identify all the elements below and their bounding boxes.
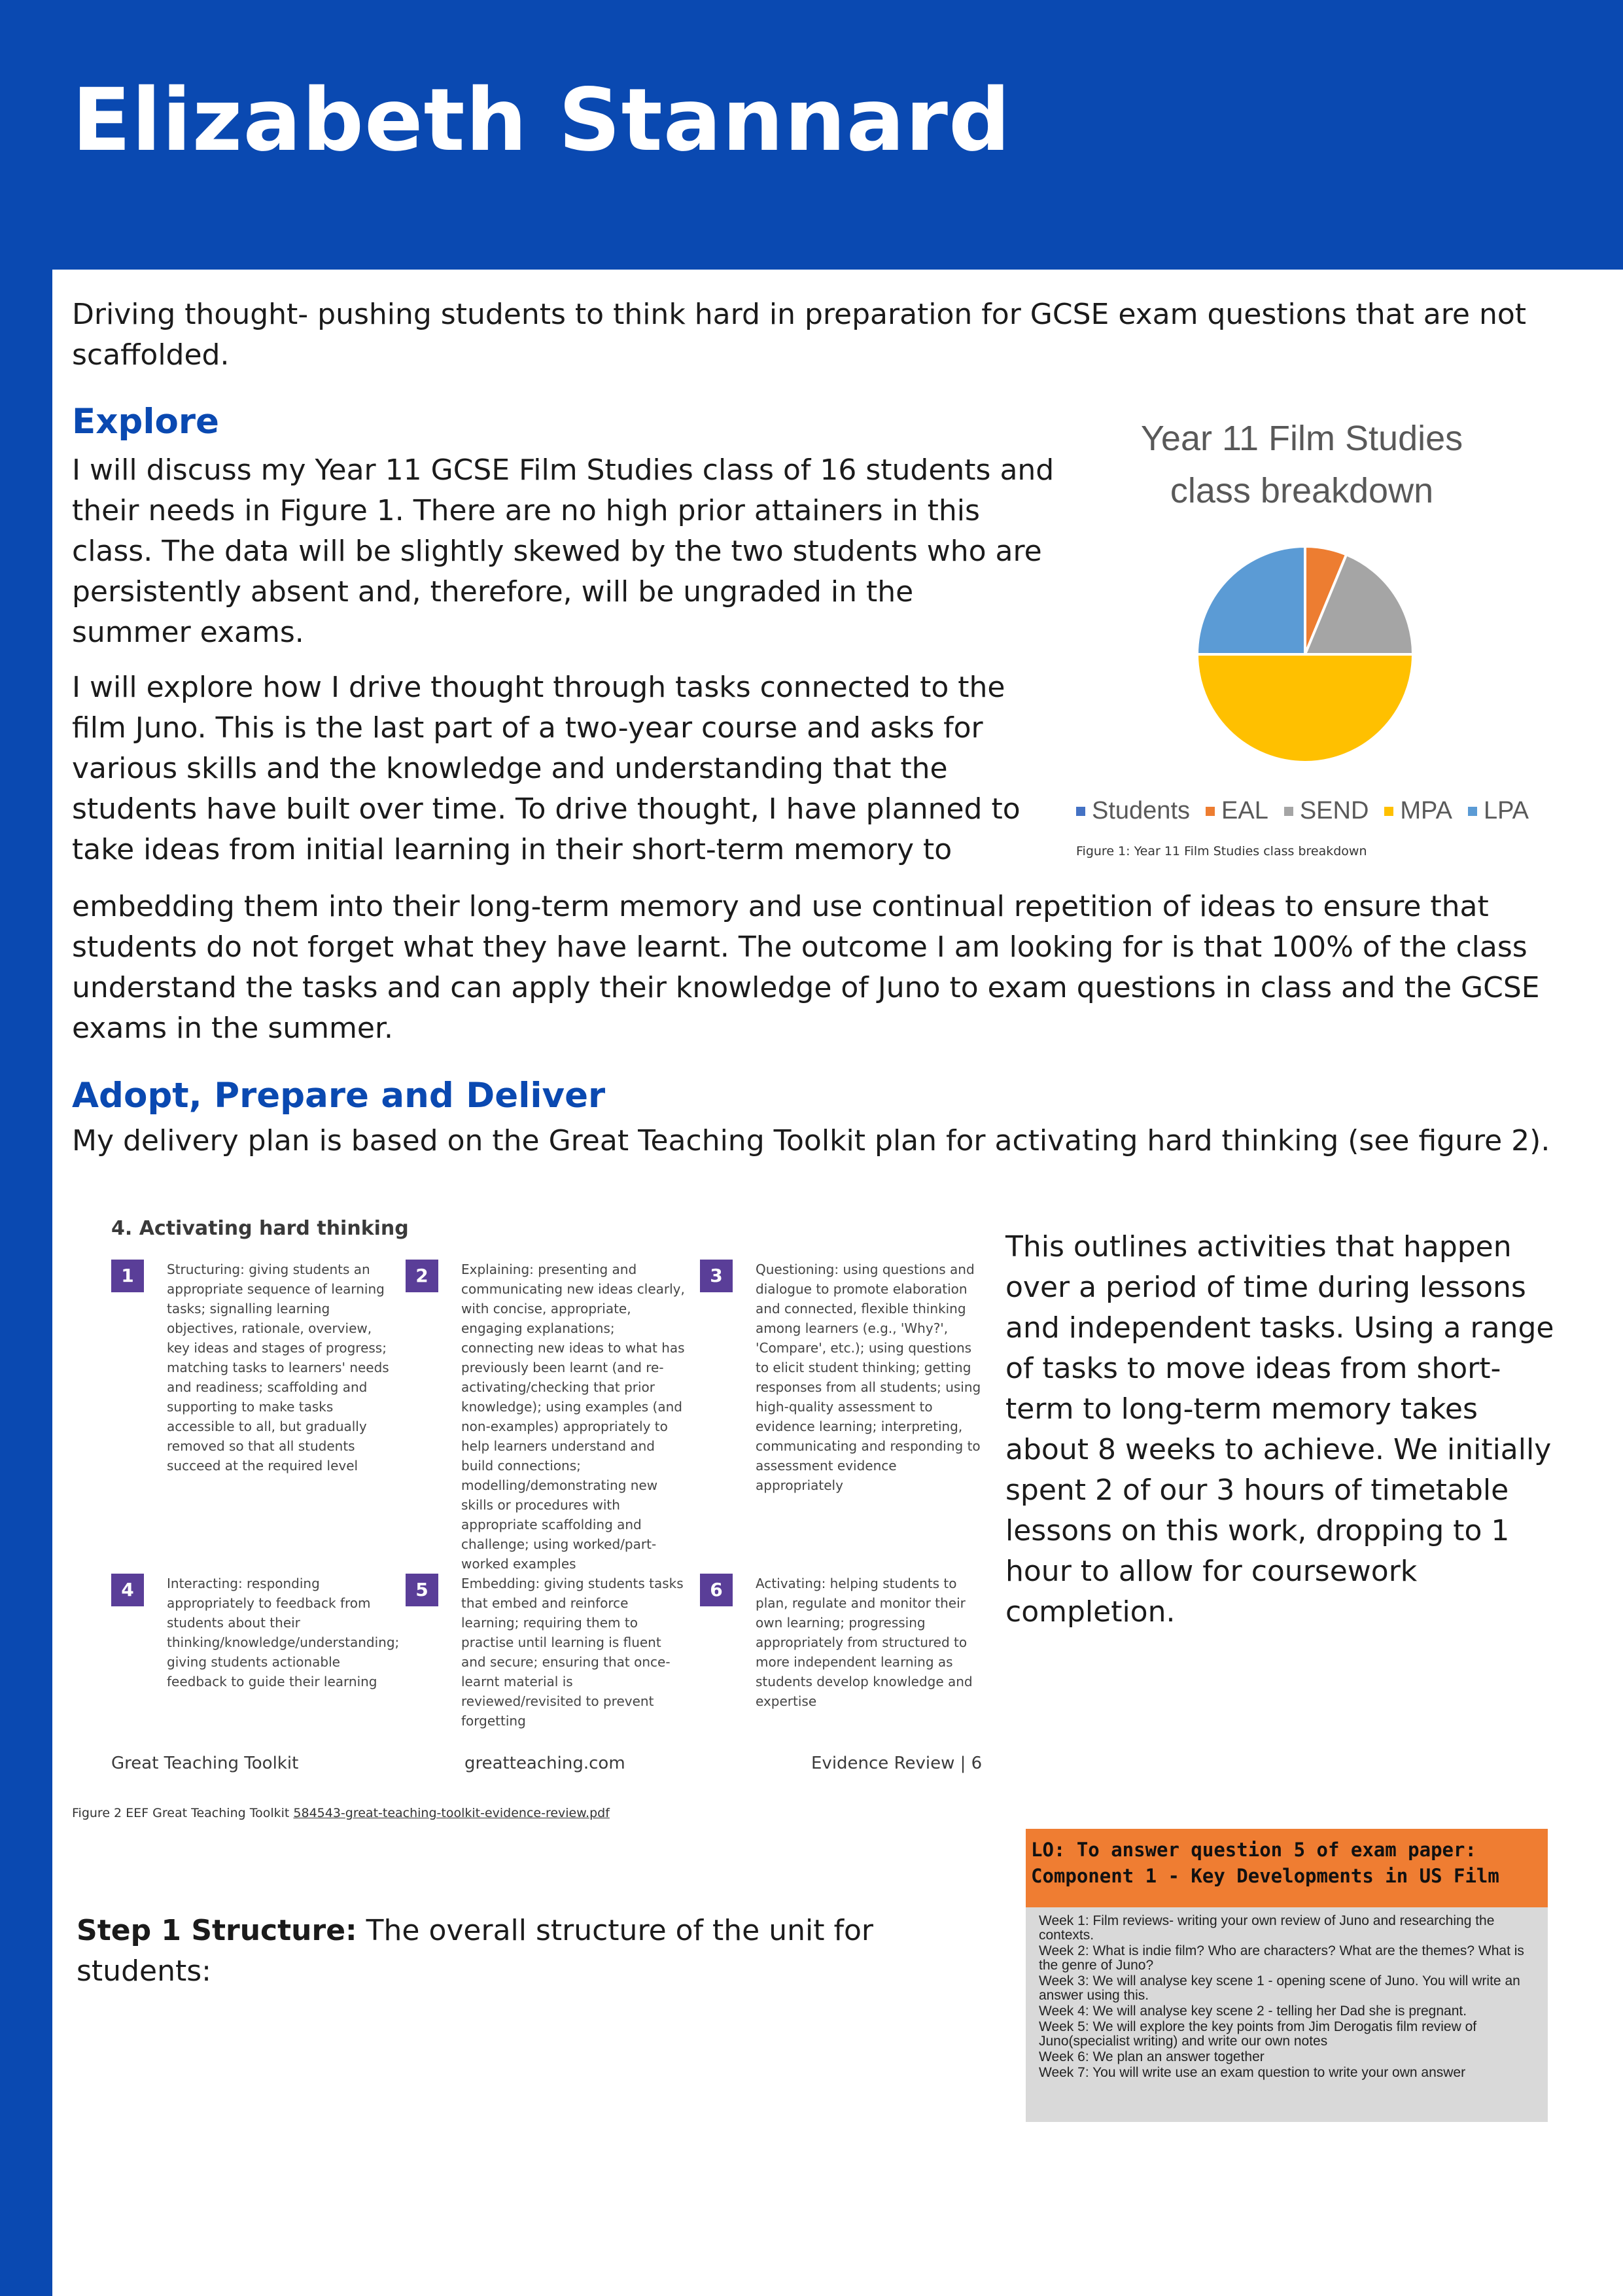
legend-item-eal <box>1206 797 1268 825</box>
figure-2-caption <box>72 1806 610 1820</box>
toolkit-item-number: 4 <box>111 1574 144 1606</box>
pie-slice-mpa <box>1197 654 1413 762</box>
toolkit-item-text: Questioning: using questions and dialogue to promote elaboration and connected, flexible thinking among learners (e.g., 'Why?', 'Compare', etc.); using questions to elicit student thinking; getting responses from all students; using high-quality assessment to evidence learning; interpreting, communicating and responding to assessment evidence appropriately <box>756 1262 981 1493</box>
toolkit-footer-site: greatteaching.com <box>464 1754 625 1773</box>
toolkit-item-number: 1 <box>111 1260 144 1292</box>
toolkit-footer-left: Great Teaching Toolkit <box>111 1754 299 1773</box>
legend-item-students <box>1076 797 1190 825</box>
lesson-objective-line: LO: To answer question 5 of exam paper: <box>1031 1839 1476 1861</box>
toolkit-pdf-link[interactable]: 584543-great-teaching-toolkit-evidence-review.pdf <box>293 1806 610 1820</box>
lesson-objective-box <box>1026 1829 1548 2122</box>
figure-2-caption-prefix: Figure 2 EEF Great Teaching Toolkit <box>72 1806 294 1820</box>
figure-1-caption: Figure 1: Year 11 Film Studies class breakdown <box>1076 844 1367 858</box>
lesson-objective-heading <box>1026 1829 1548 1907</box>
explore-para-1-line: I will discuss my Year 11 GCSE Film Studies class of 16 students and <box>72 453 1055 487</box>
legend-swatch <box>1284 807 1293 816</box>
legend-swatch <box>1076 807 1085 816</box>
explore-para-3: embedding them into their long-term memory and use continual repetition of ideas to ensure that students do not forget what they have learnt. The outcome I am looking for is that 100% of the class understand the tasks and can apply their knowledge of Juno to exam questions in class and the GCSE exams in the summer. <box>72 890 1540 1045</box>
toolkit-item-number: 6 <box>700 1574 733 1606</box>
step-1-description: The overall structure of the unit for students: <box>77 1914 873 1988</box>
legend-swatch <box>1468 807 1477 816</box>
legend-swatch <box>1206 807 1215 816</box>
pie-svg <box>1073 399 1570 792</box>
chart-title-line: class breakdown <box>1170 471 1434 510</box>
explore-para-2-line: I will explore how I drive thought through tasks connected to the <box>72 671 1005 704</box>
step-1-text <box>77 1911 927 1992</box>
legend-label: MPA <box>1400 797 1452 824</box>
legend-label: Students <box>1092 797 1190 824</box>
explore-para-1-line: their needs in Figure 1. There are no high prior attainers in this <box>72 494 980 527</box>
pie-slice-lpa <box>1197 546 1305 654</box>
legend-label: LPA <box>1483 797 1529 824</box>
adopt-heading: Adopt, Prepare and Deliver <box>72 1076 606 1116</box>
toolkit-item-text: Interacting: responding appropriately to feedback from students about their thinking/knowledge/understanding; giving students actionable feedback to guide their learning <box>167 1576 400 1689</box>
lesson-week-item: Week 6: We plan an answer together <box>1039 2049 1265 2064</box>
explore-para-1 <box>72 450 1092 653</box>
toolkit-item-text: Activating: helping students to plan, regulate and monitor their own learning; progressing appropriately from structured to more independent learning as students develop knowledge and expertise <box>756 1576 973 1709</box>
explore-heading: Explore <box>72 402 219 442</box>
lesson-week-item: Week 1: Film reviews- writing your own review of Juno and researching the contexts. <box>1039 1913 1495 1943</box>
toolkit-footer-right: Evidence Review | 6 <box>811 1754 983 1773</box>
legend-swatch <box>1384 807 1393 816</box>
toolkit-item-text: Embedding: giving students tasks that embed and reinforce learning; requiring them to practise until learning is fluent and secure; ensuring that once-learnt material is reviewed/revisited to prevent forgetting <box>461 1576 684 1729</box>
toolkit-item-text: Structuring: giving students an appropriate sequence of learning tasks; signalling learning objectives, rationale, overview, key ideas and stages of progress; matching tasks to learners' needs and readiness; scaffolding and supporting to make tasks accessible to all, but gradually removed so that all students succeed at the required level <box>167 1262 389 1474</box>
class-breakdown-chart <box>1073 399 1570 857</box>
lesson-week-item: Week 2: What is indie film? Who are characters? What are the themes? What is the genre of Juno? <box>1039 1943 1524 1973</box>
step-1-label: Step 1 Structure: <box>77 1914 357 1947</box>
intro-text: Driving thought- pushing students to think hard in preparation for GCSE exam questions that are not scaffolded. <box>72 298 1527 372</box>
lesson-objective-line: Component 1 - Key Developments in US Film <box>1031 1865 1499 1887</box>
explore-para-1-line: summer exams. <box>72 616 304 649</box>
toolkit-item-number: 5 <box>406 1574 438 1606</box>
explore-para-2-line: film Juno. This is the last part of a two-year course and asks for <box>72 711 983 745</box>
explore-para-2-line: various skills and the knowledge and understanding that the <box>72 752 948 785</box>
legend-label: SEND <box>1299 797 1369 824</box>
explore-para-2 <box>72 667 1092 870</box>
toolkit-item-number: 3 <box>700 1260 733 1292</box>
author-name: Elizabeth Stannard <box>72 70 1011 171</box>
explore-para-2-line: students have built over time. To drive thought, I have planned to <box>72 792 1021 826</box>
lesson-week-item: Week 5: We will explore the key points from Jim Derogatis film review of Juno(specialist writing) and write our own notes <box>1039 2019 1477 2049</box>
explore-para-2-line: take ideas from initial learning in their short-term memory to <box>72 833 952 866</box>
legend-item-mpa <box>1384 797 1452 825</box>
toolkit-item-text: Explaining: presenting and communicating new ideas clearly, with concise, appropriate, engaging explanations; connecting new ideas to what has previously been learnt (and re-activating/checking that prior knowledge); using examples (and non-examples) appropriately to help learners understand and build connections; modelling/demonstrating new skills or procedures with appropriate scaffolding and challenge; using worked/part-worked examples <box>461 1262 685 1572</box>
page-header <box>0 0 1623 270</box>
legend-item-send <box>1284 797 1369 825</box>
lesson-week-item: Week 4: We will analyse key scene 2 - telling her Dad she is pregnant. <box>1039 2004 1467 2019</box>
lesson-week-item: Week 3: We will analyse key scene 1 - opening scene of Juno. You will write an answer using this. <box>1039 1973 1520 2003</box>
lesson-week-item: Week 7: You will write use an exam question to write your own answer <box>1039 2065 1466 2080</box>
toolkit-title: 4. Activating hard thinking <box>111 1217 409 1240</box>
toolkit-figure <box>72 1204 985 1793</box>
chart-title-line: Year 11 Film Studies <box>1140 419 1463 458</box>
adopt-side-text: This outlines activities that happen over a period of time during lessons and independent tasks. Using a range of tasks to move ideas from short-term to long-term memory takes about 8 weeks to achieve. We initially spent 2 of our 3 hours of timetable lessons on this work, dropping to 1 hour to allow for coursework completion. <box>1005 1230 1554 1629</box>
explore-para-1-line: class. The data will be slightly skewed by the two students who are <box>72 535 1042 568</box>
lesson-week-list <box>1039 1914 1543 2081</box>
explore-para-1-line: persistently absent and, therefore, will be ungraded in the <box>72 575 914 609</box>
toolkit-item-number: 2 <box>406 1260 438 1292</box>
adopt-para: My delivery plan is based on the Great Teaching Toolkit plan for activating hard thinking (see figure 2). <box>72 1124 1550 1157</box>
chart-legend <box>1076 797 1529 825</box>
legend-item-lpa <box>1468 797 1529 825</box>
legend-label: EAL <box>1221 797 1268 824</box>
left-accent-bar <box>0 270 52 2296</box>
